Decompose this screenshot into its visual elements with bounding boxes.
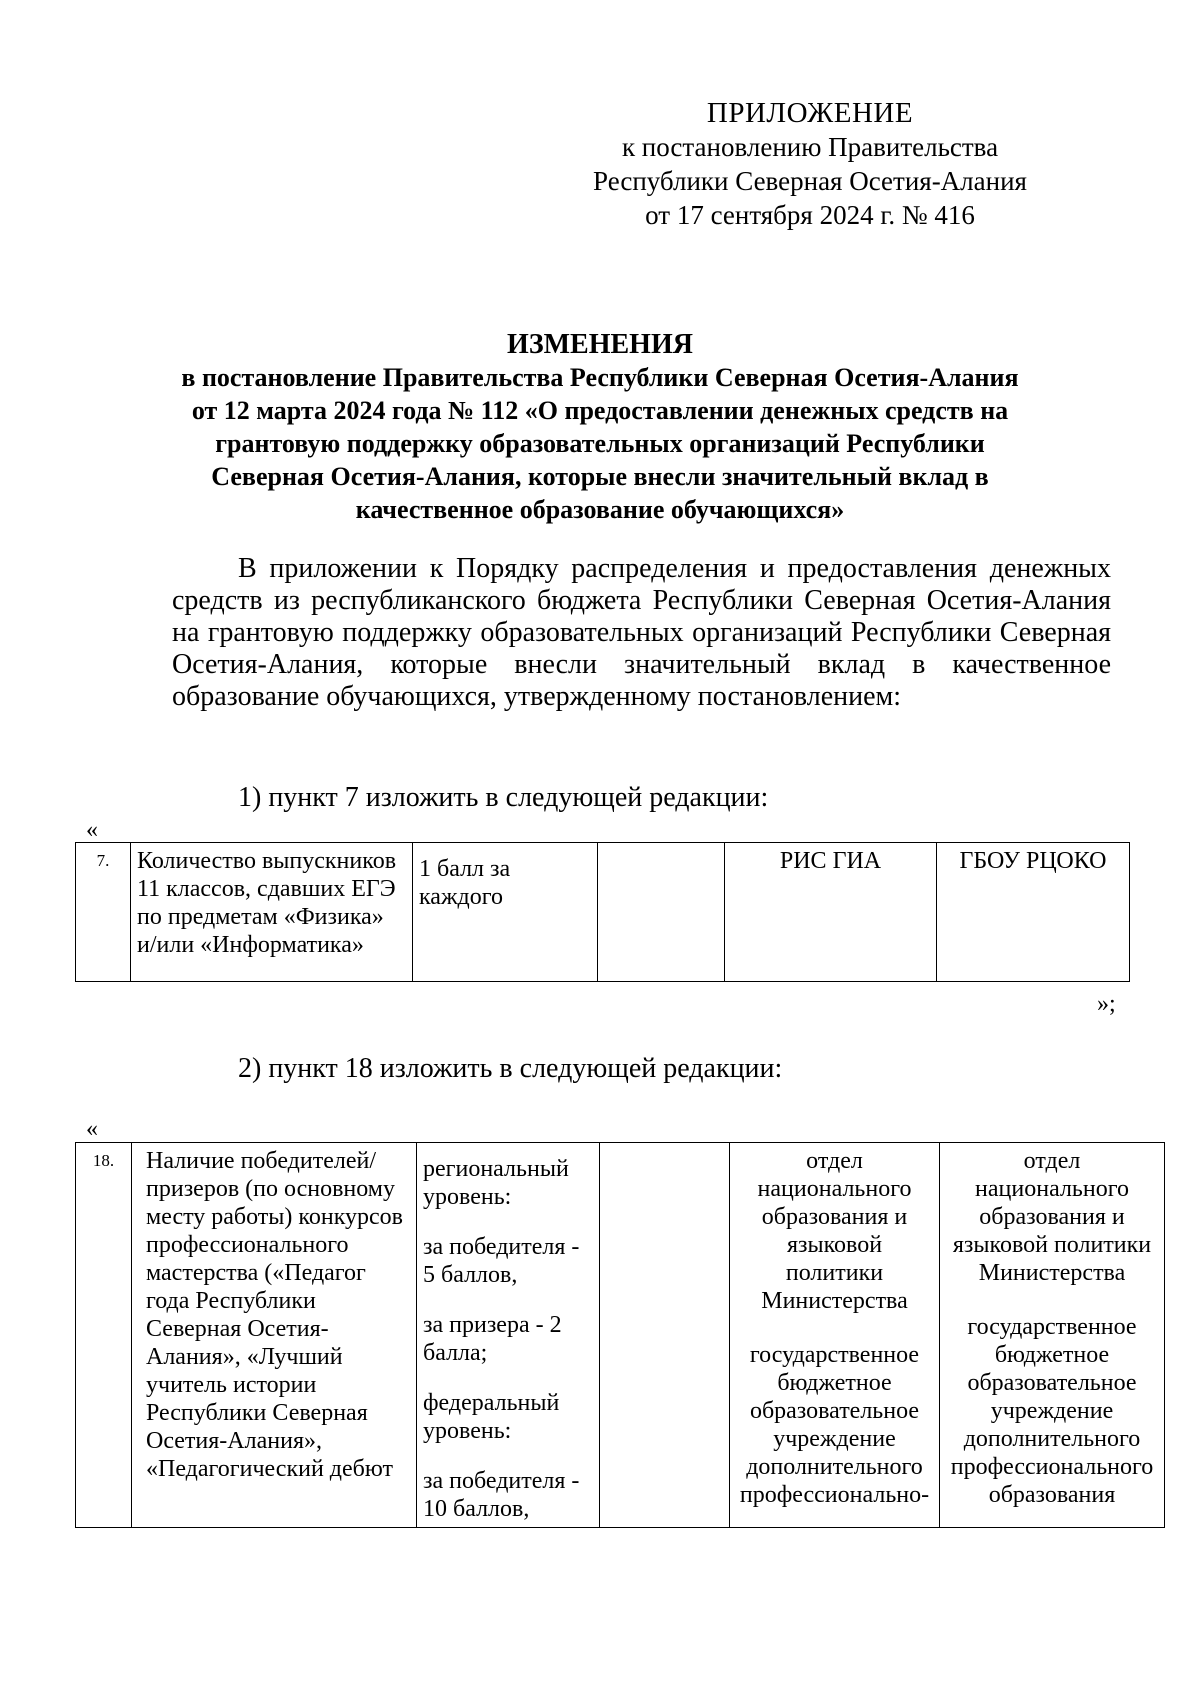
opening-quote-2: « [86,1116,98,1142]
title-line-2: от 12 марта 2024 года № 112 «О предоставлении денежных средств на [191,396,1009,425]
points-federal-level: федеральный уровень: [423,1390,560,1444]
title-line-3: грантовую поддержку образовательных организаций Республики [215,429,985,458]
row-number: 18. [76,1143,132,1528]
appendix-heading: ПРИЛОЖЕНИЕ [706,97,914,129]
criterion-cell: Количество выпускников 11 классов, сдавших ЕГЭ по предметам «Физика» и/или «Информатика» [131,843,413,982]
responsible-cell: ГБОУ РЦОКО [937,843,1130,982]
appendix-line-3: от 17 сентября 2024 г. № 416 [645,200,975,230]
criterion-cell: Наличие победителей/призеров (по основному месту работы) конкурсов профессионального мастерства («Педагог года Республики Северная Осетия-Алания», «Лучший учитель истории Республики Северная Осетия-Алания», «Педагогический дебют [132,1143,417,1528]
item-1-label: 1) пункт 7 изложить в следующей редакции: [238,782,769,813]
item-7-table [75,842,1130,982]
extra-cell [600,1143,730,1528]
title-heading: ИЗМЕНЕНИЯ [507,329,693,360]
points-cell: 1 балл за каждого [413,843,598,982]
extra-cell [598,843,725,982]
intro-paragraph: В приложении к Порядку распределения и предоставления денежных средств из республиканского бюджета Республики Северная Осетия-Алания на грантовую поддержку образовательных организаций Республики Северная Осетия-Алания, которые внесли значительный вклад в качественное образование обучающихся, утвержденному постановлением: [172,553,1111,712]
responsible-part-1: отдел национального образования и языковой политики Министерства [952,1148,1152,1286]
appendix-line-1: к постановлению Правительства [621,132,999,162]
points-regional-winner: за победителя - 5 баллов, [423,1234,580,1288]
source-part-1: отдел национального образования и языковой политики Министерства [757,1148,912,1314]
closing-quote-1: »; [1097,991,1116,1017]
source-cell [730,1143,940,1528]
points-federal-winner: за победителя - 10 баллов, [423,1468,580,1522]
title-line-4: Северная Осетия-Алания, которые внесли значительный вклад в [211,462,989,491]
table-row [76,1143,1165,1528]
appendix-header [560,96,1060,232]
document-title [150,328,1050,526]
source-cell: РИС ГИА [725,843,937,982]
title-line-1: в постановление Правительства Республики Северная Осетия-Алания [181,363,1019,392]
responsible-part-2: государственное бюджетное образовательное учреждение дополнительного профессионального образования [950,1314,1154,1508]
item-18-table [75,1142,1165,1528]
source-part-2: государственное бюджетное образовательное учреждение дополнительного профессионально- [739,1342,930,1508]
opening-quote-1: « [86,817,98,843]
appendix-line-2: Республики Северная Осетия-Алания [593,166,1027,196]
responsible-cell [940,1143,1165,1528]
item-2-label: 2) пункт 18 изложить в следующей редакции: [238,1053,783,1084]
row-number: 7. [76,843,131,982]
points-regional-level: региональный уровень: [423,1156,569,1210]
table-row [76,843,1130,982]
points-cell [417,1143,600,1528]
points-regional-prize: за призера - 2 балла; [423,1312,562,1366]
title-line-5: качественное образование обучающихся» [355,495,845,524]
